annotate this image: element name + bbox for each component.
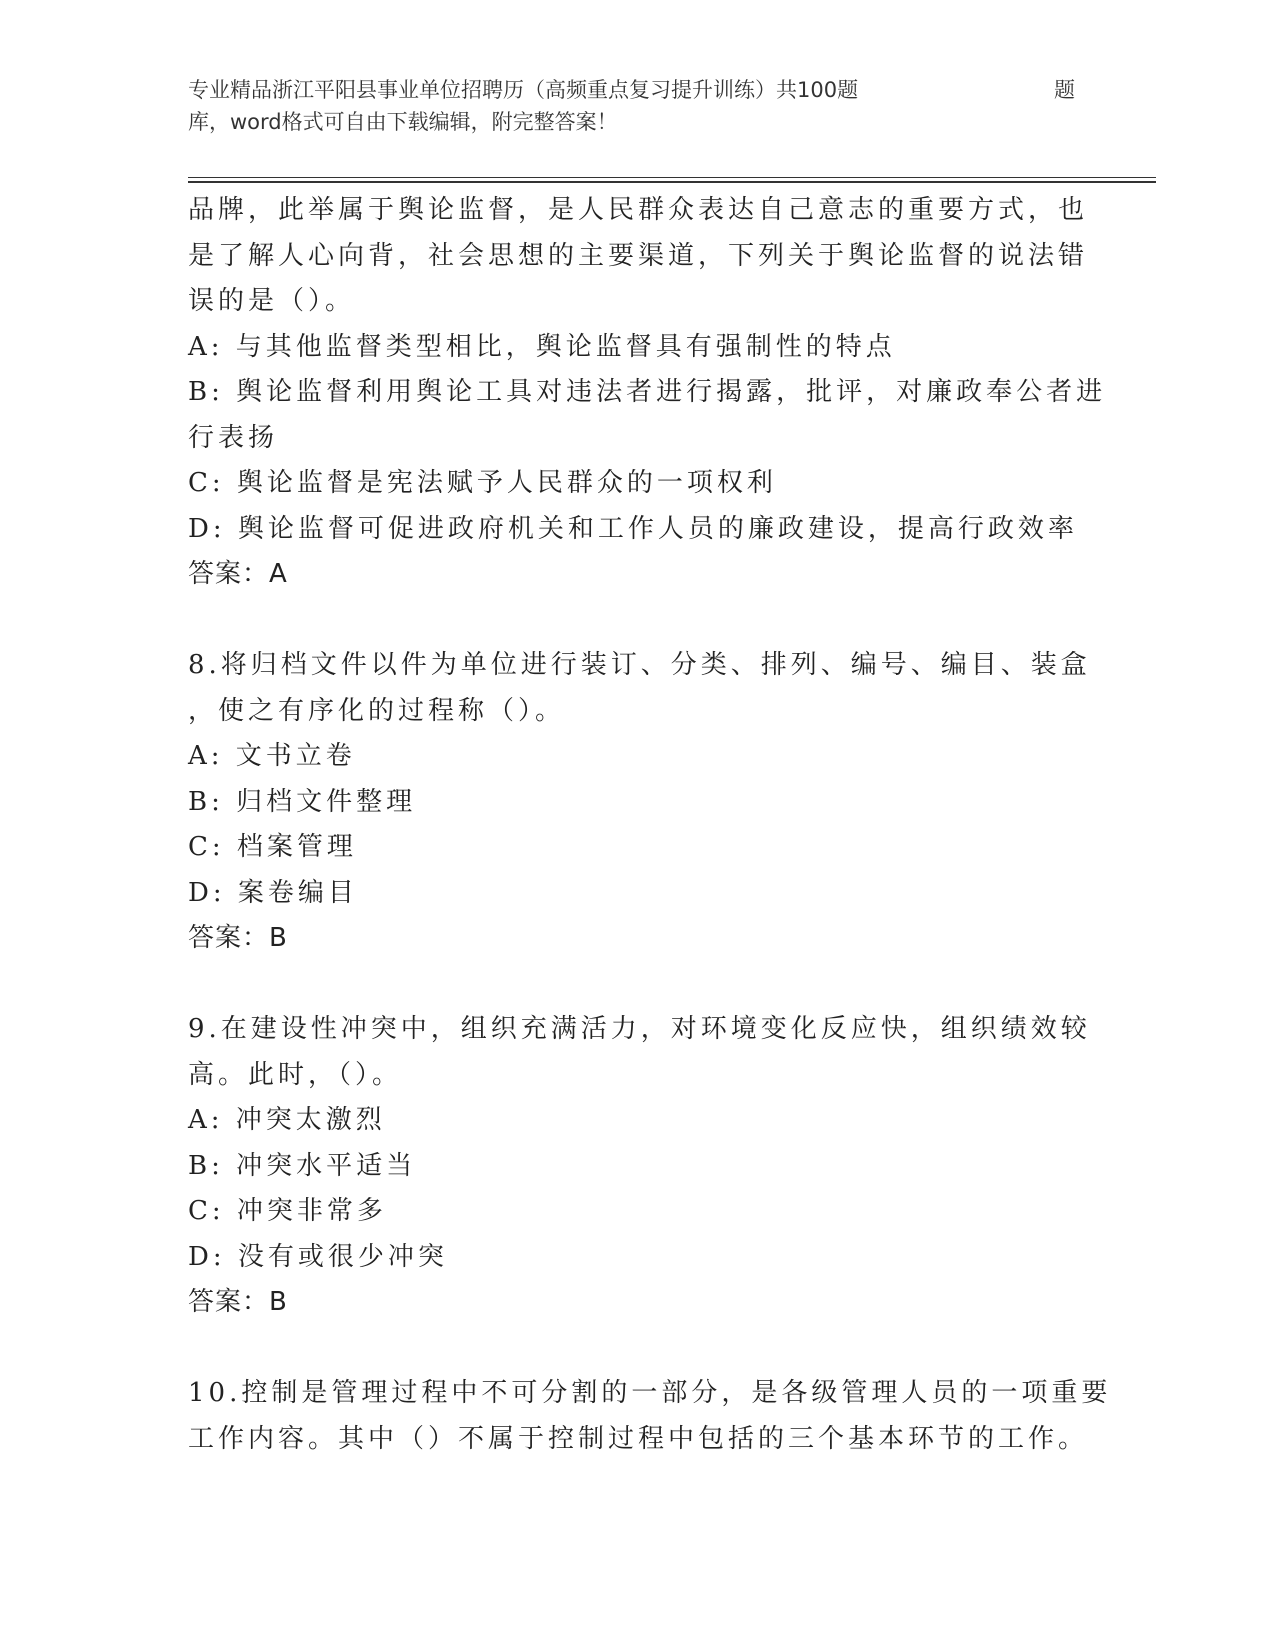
page-header bbox=[188, 74, 1088, 138]
question-stem-line: 品牌，此举属于舆论监督，是人民群众表达自己意志的重要方式，也 bbox=[188, 195, 1089, 225]
option-d: D: 案卷编目 bbox=[188, 877, 358, 908]
answer-line: 答案：B bbox=[188, 923, 288, 953]
question-stem-line: ，使之有序化的过程称（）。 bbox=[188, 695, 566, 726]
question-stem-line: 10.控制是管理过程中不可分割的一部分，是各级管理人员的一项重要 bbox=[188, 1378, 1112, 1408]
option-a: A: 与其他监督类型相比，舆论监督具有强制性的特点 bbox=[188, 331, 896, 362]
question-list bbox=[188, 188, 1112, 1462]
question-spacer bbox=[188, 962, 1088, 1008]
question-stem-line: 高。此时，（）。 bbox=[188, 1059, 403, 1090]
question-stem-line: 工作内容。其中（）不属于控制过程中包括的三个基本环节的工作。 bbox=[188, 1423, 1089, 1454]
answer-line: 答案：A bbox=[188, 559, 288, 589]
header-title-line-1: 专业精品浙江平阳县事业单位招聘历（高频重点复习提升训练）共100题 bbox=[188, 78, 859, 102]
question-spacer bbox=[188, 1326, 1088, 1372]
question-stem-line: 误的是（）。 bbox=[188, 286, 356, 316]
question-stem-line: 9.在建设性冲突中，组织充满活力，对环境变化反应快，组织绩效较 bbox=[188, 1014, 1091, 1044]
question-9 bbox=[188, 1007, 1091, 1326]
option-c: C: 舆论监督是宪法赋予人民群众的一项权利 bbox=[188, 468, 777, 498]
question-8 bbox=[188, 643, 1091, 962]
option-b-line: B: 舆论监督利用舆论工具对违法者进行揭露，批评，对廉政奉公者进 bbox=[188, 377, 1107, 407]
question-stem-line: 是了解人心向背，社会思想的主要渠道，下列关于舆论监督的说法错 bbox=[188, 240, 1089, 271]
option-d: D: 没有或很少冲突 bbox=[188, 1241, 448, 1272]
option-a: A: 冲突太激烈 bbox=[188, 1105, 386, 1135]
option-a: A: 文书立卷 bbox=[188, 741, 356, 771]
header-divider-thin bbox=[188, 177, 1156, 178]
question-7 bbox=[188, 188, 1107, 598]
option-b: B: 归档文件整理 bbox=[188, 786, 417, 817]
question-10 bbox=[188, 1371, 1112, 1462]
option-c: C: 冲突非常多 bbox=[188, 1196, 387, 1226]
option-c: C: 档案管理 bbox=[188, 832, 357, 862]
question-spacer bbox=[188, 598, 1088, 644]
answer-line: 答案：B bbox=[188, 1287, 288, 1317]
header-title-line-2: 库，word格式可自由下载编辑，附完整答案！ bbox=[188, 110, 618, 134]
header-title-tail: 题 bbox=[1054, 78, 1075, 102]
option-b: B: 冲突水平适当 bbox=[188, 1150, 417, 1181]
question-stem-line: 8.将归档文件以件为单位进行装订、分类、排列、编号、编目、装盒 bbox=[188, 650, 1091, 680]
header-divider-thick bbox=[188, 181, 1156, 183]
option-d: D: 舆论监督可促进政府机关和工作人员的廉政建设，提高行政效率 bbox=[188, 513, 1078, 544]
option-b-line: 行表扬 bbox=[188, 422, 279, 453]
